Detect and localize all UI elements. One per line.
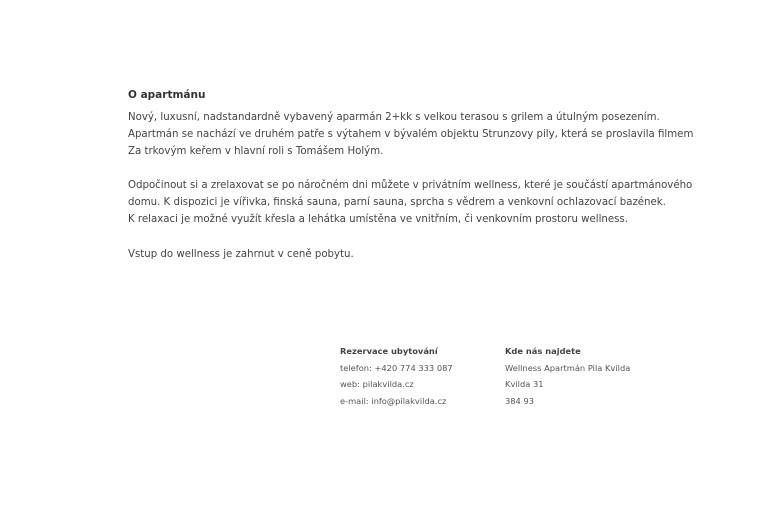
about-paragraph-2 (128, 178, 693, 228)
reservation-contact (340, 343, 453, 409)
location-heading: Kde nás najdete (505, 346, 581, 356)
location-address (505, 343, 630, 409)
location-name: Wellness Apartmán Pila Kvilda (505, 362, 631, 373)
about-paragraph-1-line: Apartmán se nachází ve druhém patře s výtahem v bývalém objektu Strunzovy pily, která se proslavila filmem (128, 128, 694, 140)
about-paragraph-2-line: Odpočinout si a zrelaxovat se po náročném dni můžete v privátním wellness, které je součástí apartmánového (128, 180, 693, 192)
reservation-heading: Rezervace ubytování (340, 346, 438, 356)
about-paragraph-1-line: Za trkovým keřem v hlavní roli s Tomášem Holým. (128, 145, 384, 157)
about-paragraph-3 (128, 247, 688, 264)
about-paragraph-1 (128, 110, 694, 160)
reservation-web-link[interactable]: web: pilakvilda.cz (340, 379, 414, 389)
about-section (128, 88, 694, 282)
location-street: Kvilda 31 (505, 379, 544, 389)
about-paragraph-2-line: domu. K dispozici je vířivka, finská sauna, parní sauna, sprcha s vědrem a venkovní ochlazovací bazének. (128, 197, 666, 209)
location-zip: 384 93 (505, 395, 535, 406)
reservation-phone[interactable]: telefon: +420 774 333 087 (340, 362, 453, 373)
about-paragraph-1-line: Nový, luxusní, nadstandardně vybavený aparmán 2+kk s velkou terasou s grilem a útulným posezením. (128, 112, 660, 123)
about-title: O apartmánu (128, 89, 206, 101)
reservation-email-link[interactable]: e-mail: info@pilakvilda.cz (340, 395, 447, 406)
about-paragraph-3-line: Vstup do wellness je zahrnut v ceně pobytu. (128, 248, 354, 260)
about-paragraph-2-line: K relaxaci je možné využít křesla a lehátka umístěna ve vnitřním, či venkovním prostoru wellness. (128, 213, 628, 225)
